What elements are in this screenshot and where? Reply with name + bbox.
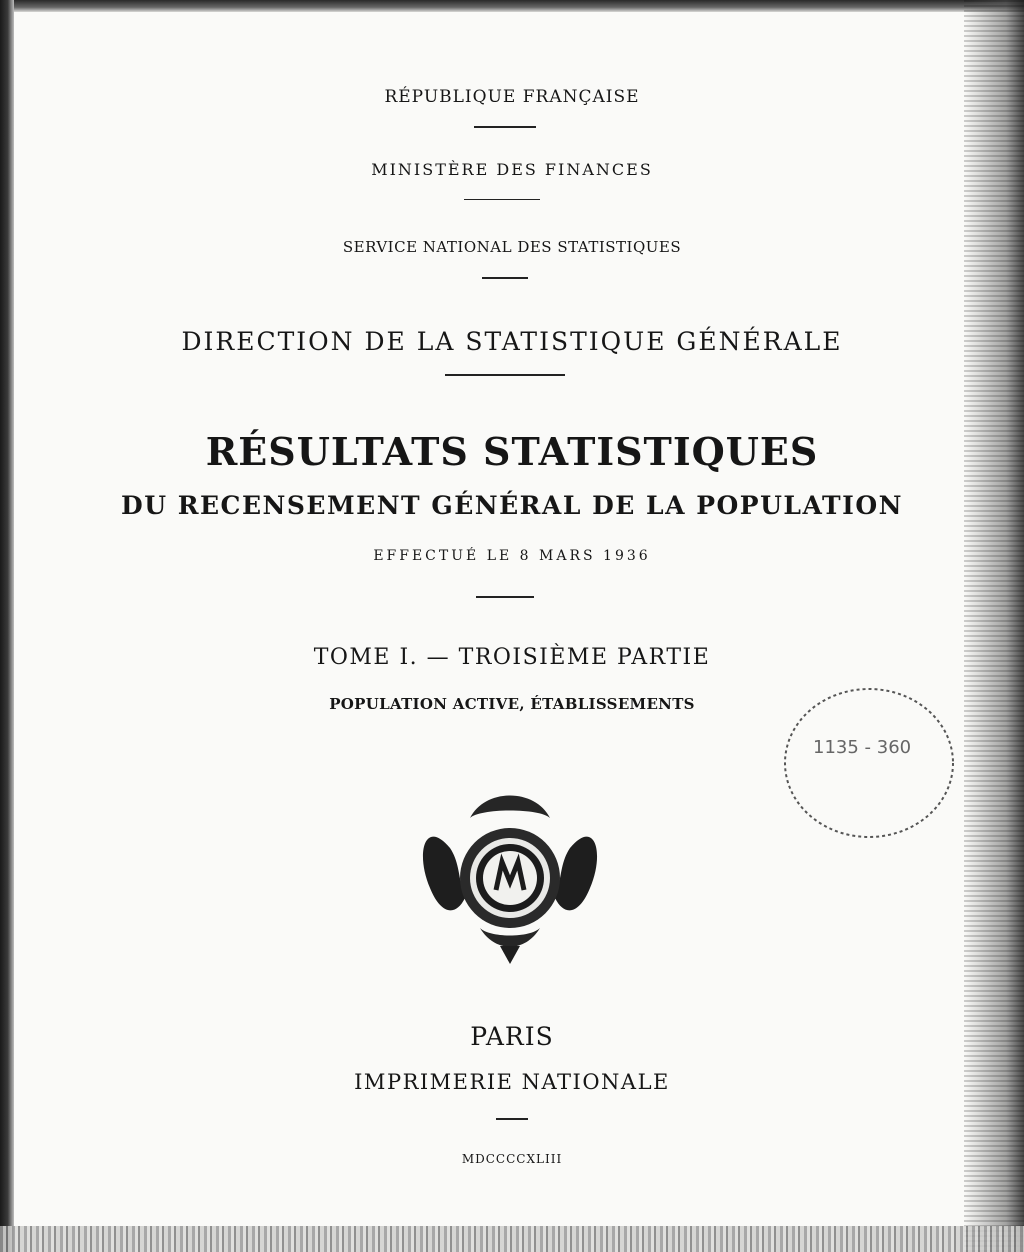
ornament-rule bbox=[474, 126, 536, 128]
ornament-rule bbox=[445, 374, 565, 376]
ministry-heading: MINISTÈRE DES FINANCES bbox=[371, 160, 653, 179]
imprint-year: MDCCCCXLIII bbox=[461, 1152, 563, 1166]
volume-heading: TOME I. — TROISIÈME PARTIE bbox=[313, 645, 711, 670]
imprint-printer: IMPRIMERIE NATIONALE bbox=[354, 1070, 670, 1094]
census-date: EFFECTUÉ LE 8 MARS 1936 bbox=[373, 548, 651, 564]
imprint-city: PARIS bbox=[470, 1022, 554, 1051]
direction-heading: DIRECTION DE LA STATISTIQUE GÉNÉRALE bbox=[181, 327, 843, 356]
library-stamp-icon bbox=[777, 683, 957, 843]
ornament-rule bbox=[464, 199, 540, 200]
republic-heading: RÉPUBLIQUE FRANÇAISE bbox=[384, 87, 640, 107]
ornament-rule bbox=[476, 596, 534, 598]
main-title: RÉSULTATS STATISTIQUES bbox=[205, 429, 819, 474]
subtitle: DU RECENSEMENT GÉNÉRAL DE LA POPULATION bbox=[121, 491, 903, 520]
ornament-rule bbox=[496, 1118, 528, 1120]
printer-emblem-icon bbox=[410, 778, 610, 968]
ornament-rule bbox=[482, 277, 528, 279]
service-heading: SERVICE NATIONAL DES STATISTIQUES bbox=[342, 238, 682, 256]
part-title: POPULATION ACTIVE, ÉTABLISSEMENTS bbox=[329, 695, 695, 713]
stamp-text: 1135 - 360 bbox=[813, 737, 912, 758]
